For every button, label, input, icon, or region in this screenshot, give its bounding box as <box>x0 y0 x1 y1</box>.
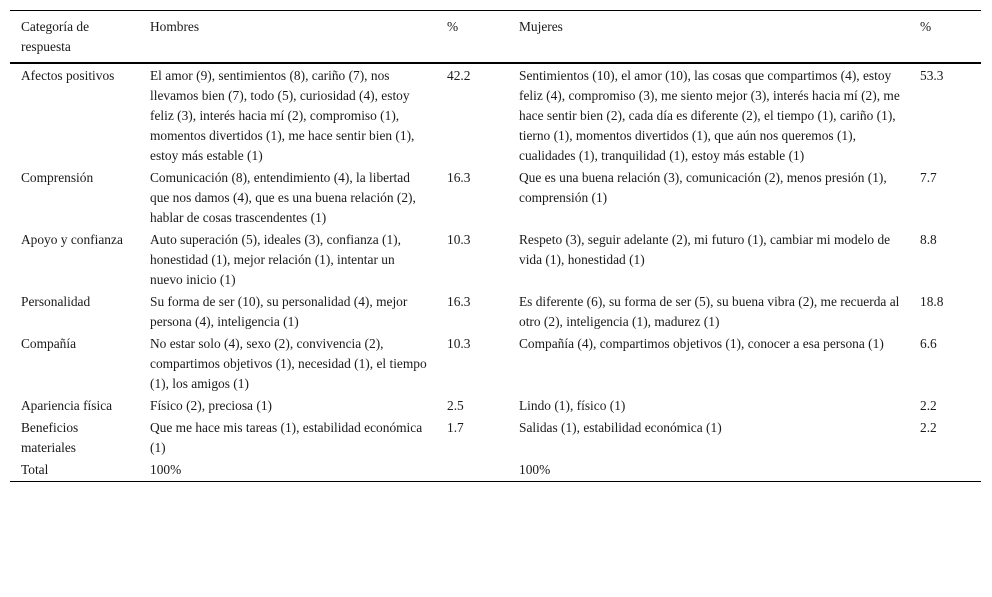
table-row <box>10 167 981 229</box>
table-row <box>10 63 981 167</box>
cell-women: 100% <box>519 462 551 477</box>
cell-men: Que me hace mis tareas (1), estabilidad económica (1) <box>150 420 423 455</box>
cell-category: Beneficios materiales <box>21 420 79 455</box>
cell-men-pct: 1.7 <box>447 420 464 435</box>
cell-men: El amor (9), sentimientos (8), cariño (7), nos llevamos bien (7), todo (5), curiosidad (4), estoy feliz (3), interés hacia mí (2), compromiso (1), momentos divertidos (1), me hace sentir bien (1), estoy más estable (1) <box>150 68 415 163</box>
cell-women-pct: 53.3 <box>920 68 944 83</box>
cell-men-pct <box>436 459 508 482</box>
cell-women: Compañía (4), compartimos objetivos (1), conocer a esa persona (1) <box>519 336 884 351</box>
table-header-row <box>10 11 981 64</box>
cell-women-pct: 2.2 <box>920 420 937 435</box>
cell-women-pct <box>909 459 981 482</box>
cell-men-pct: 10.3 <box>447 336 471 351</box>
table-row <box>10 395 981 417</box>
cell-men: Auto superación (5), ideales (3), confianza (1), honestidad (1), mejor relación (1), intentar un nuevo inicio (1) <box>150 232 401 287</box>
cell-women-pct: 18.8 <box>920 294 944 309</box>
cell-women-pct: 2.2 <box>920 398 937 413</box>
cell-women-pct: 6.6 <box>920 336 937 351</box>
cell-women: Salidas (1), estabilidad económica (1) <box>519 420 722 435</box>
cell-men-pct: 16.3 <box>447 170 471 185</box>
header-men-pct: % <box>447 19 459 34</box>
cell-men-pct: 2.5 <box>447 398 464 413</box>
cell-women: Respeto (3), seguir adelante (2), mi futuro (1), cambiar mi modelo de vida (1), honestidad (1) <box>519 232 891 267</box>
cell-category: Comprensión <box>21 170 94 185</box>
cell-men: No estar solo (4), sexo (2), convivencia (2), compartimos objetivos (1), necesidad (1), el tiempo (1), los amigos (1) <box>150 336 427 391</box>
table-row <box>10 291 981 333</box>
header-women-pct: % <box>920 19 932 34</box>
response-category-table <box>10 10 981 482</box>
table-row <box>10 417 981 459</box>
cell-women-pct: 8.8 <box>920 232 937 247</box>
header-women: Mujeres <box>519 19 563 34</box>
cell-women: Lindo (1), físico (1) <box>519 398 626 413</box>
cell-women: Es diferente (6), su forma de ser (5), su buena vibra (2), me recuerda al otro (2), inteligencia (1), madurez (1) <box>519 294 900 329</box>
cell-women: Sentimientos (10), el amor (10), las cosas que compartimos (4), estoy feliz (4), compromiso (3), me siento mejor (3), interés hacia mí (2), me hace sentir bien (2), cada día es diferente (2), el tiempo (1), cariño (1), tierno (1), momentos divertidos (1), que aún nos queremos (1), cualidades (1), tranquilidad (1), estoy más estable (1) <box>519 68 900 163</box>
header-category: Categoría de respuesta <box>21 19 90 54</box>
cell-men: Su forma de ser (10), su personalidad (4), mejor persona (4), inteligencia (1) <box>150 294 408 329</box>
cell-men-pct: 16.3 <box>447 294 471 309</box>
cell-women-pct: 7.7 <box>920 170 937 185</box>
table-row <box>10 333 981 395</box>
cell-category: Total <box>21 462 49 477</box>
cell-women: Que es una buena relación (3), comunicación (2), menos presión (1), comprensión (1) <box>519 170 887 205</box>
cell-men: Físico (2), preciosa (1) <box>150 398 272 413</box>
cell-men: 100% <box>150 462 182 477</box>
table-body <box>10 63 981 482</box>
cell-category: Apariencia física <box>21 398 113 413</box>
cell-men: Comunicación (8), entendimiento (4), la libertad que nos damos (4), que es una buena relación (2), hablar de cosas trascendentes (1) <box>150 170 416 225</box>
header-men: Hombres <box>150 19 200 34</box>
cell-men-pct: 10.3 <box>447 232 471 247</box>
cell-category: Personalidad <box>21 294 91 309</box>
cell-men-pct: 42.2 <box>447 68 471 83</box>
table-container <box>10 10 981 482</box>
table-row <box>10 229 981 291</box>
table-row <box>10 459 981 482</box>
cell-category: Compañía <box>21 336 77 351</box>
cell-category: Afectos positivos <box>21 68 115 83</box>
cell-category: Apoyo y confianza <box>21 232 123 247</box>
